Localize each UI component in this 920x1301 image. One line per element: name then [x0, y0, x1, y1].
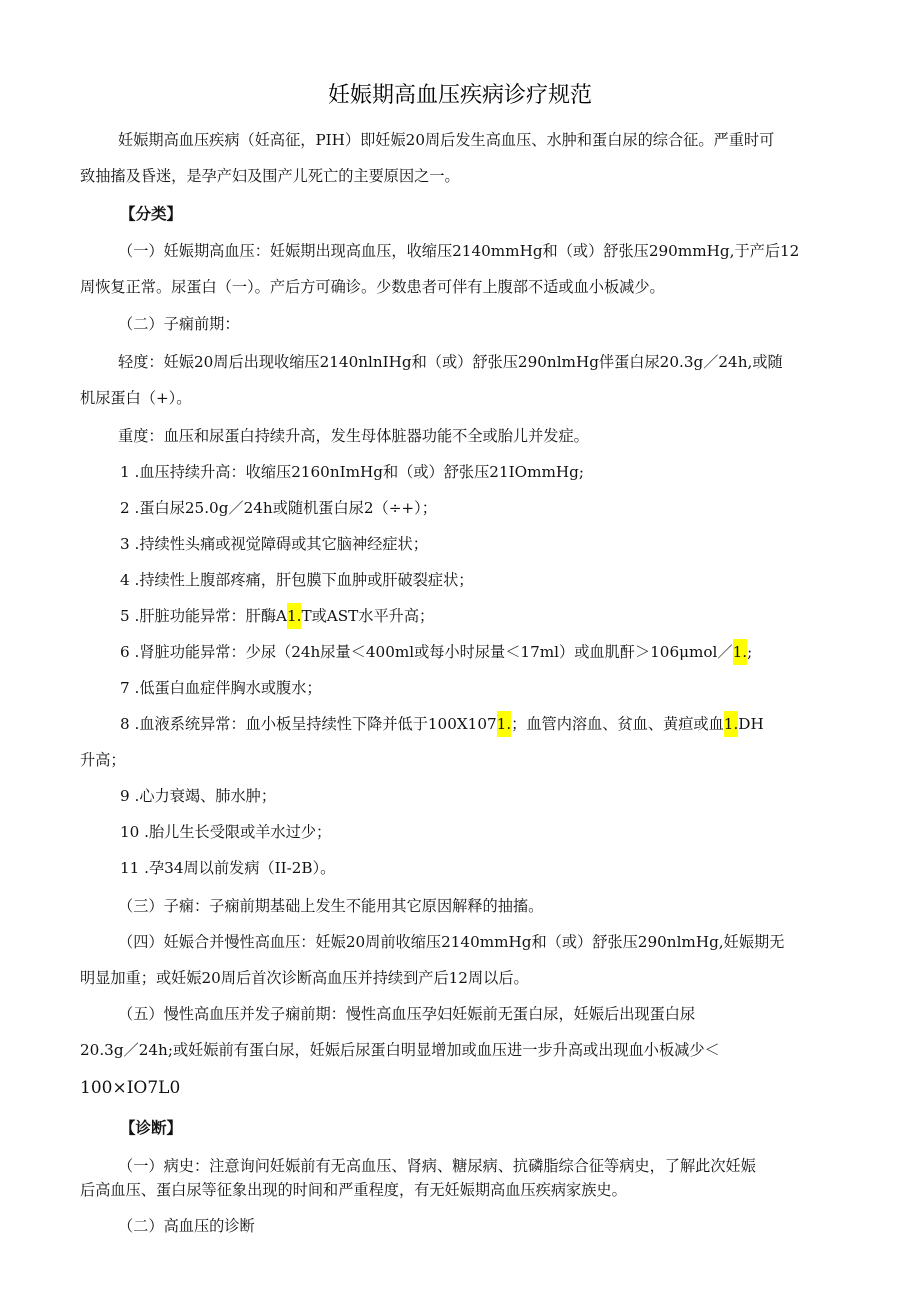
- item-8-line-2: 升高；: [80, 751, 126, 769]
- mild-line-2: 机尿蛋白（+）。: [80, 389, 192, 407]
- classification-4-line-1: （四）妊娠合并慢性高血压：妊娠20周前收缩压2140mmHg和（或）舒张压290nlmHg,妊娠期无: [118, 933, 785, 951]
- list-item: [80, 598, 840, 634]
- classification-5-line-2: 20.3g／24h;或妊娠前有蛋白尿，妊娠后尿蛋白明显增加或血压进一步升高或出现血小板减少＜: [80, 1041, 720, 1059]
- list-item: [80, 634, 840, 670]
- highlight-mark: 1.: [724, 711, 739, 737]
- classification-1-line-1: （一）妊娠期高血压：妊娠期出现高血压，收缩压2140mmHg和（或）舒张压290mmHg,于产后12: [118, 242, 800, 260]
- section-heading-classification: 【分类】: [120, 205, 183, 223]
- list-item: 9 .心力衰竭、肺水肿；: [120, 787, 277, 805]
- classification-5-line-1: （五）慢性高血压并发子痫前期：慢性高血压孕妇妊娠前无蛋白尿，妊娠后出现蛋白尿: [118, 1005, 696, 1023]
- item-6-text-b: ;: [747, 643, 753, 661]
- section-heading-diagnosis: 【诊断】: [120, 1119, 183, 1137]
- classification-5-line-3: 100×IO7L0: [80, 1078, 181, 1098]
- highlight-mark: 1.: [497, 711, 512, 737]
- diagnosis-1-line-2: 后高血压、蛋白尿等征象出现的时间和严重程度，有无妊娠期高血压疾病家族史。: [80, 1181, 627, 1199]
- classification-4-line-2: 明显加重；或妊娠20周后首次诊断高血压并持续到产后12周以后。: [80, 969, 529, 987]
- severe-definition: 重度：血压和尿蛋白持续升高，发生母体脏器功能不全或胎儿并发症。: [118, 427, 589, 445]
- classification-1-line-2: 周恢复正常。尿蛋白（一）。产后方可确诊。少数患者可伴有上腹部不适或血小板减少。: [80, 278, 665, 296]
- list-item: 11 .孕34周以前发病（II-2B）。: [120, 859, 336, 877]
- document-title: 妊娠期高血压疾病诊疗规范: [327, 83, 592, 108]
- item-8-text-c: DH: [738, 715, 764, 733]
- list-item: 7 .低蛋白血症伴胸水或腹水；: [120, 679, 322, 697]
- intro-line-1: 妊娠期高血压疾病（妊高征，PIH）即妊娠20周后发生高血压、水肿和蛋白尿的综合征。严重时可: [118, 131, 775, 149]
- item-6-text-a: 6 .肾脏功能异常：少尿（24h尿量＜400ml或每小时尿量＜17ml）或血肌酐＞106μmol／: [120, 643, 733, 661]
- list-item: 1 .血压持续升高：收缩压2160nImHg和（或）舒张压21IOmmHg;: [120, 463, 584, 481]
- list-item: 3 .持续性头痛或视觉障碍或其它脑神经症状；: [120, 535, 428, 553]
- classification-3: （三）子痫：子痫前期基础上发生不能用其它原因解释的抽搐。: [118, 897, 544, 915]
- intro-line-2: 致抽搐及昏迷，是孕产妇及围产儿死亡的主要原因之一。: [80, 167, 460, 185]
- document-page: [80, 0, 840, 1301]
- list-item: 2 .蛋白尿25.0g／24h或随机蛋白尿2（÷+）；: [120, 499, 437, 517]
- list-item: [80, 706, 840, 742]
- list-item: 10 .胎儿生长受限或羊水过少；: [120, 823, 332, 841]
- item-8-text-b: ；血管内溶血、贫血、黄疸或血: [511, 715, 724, 733]
- item-8-text-a: 8 .血液系统异常：血小板呈持续性下降并低于100X107: [120, 715, 497, 733]
- classification-2: （二）子痫前期：: [118, 315, 240, 333]
- highlight-mark: 1.: [287, 603, 302, 629]
- diagnosis-1-line-1: （一）病史：注意询问妊娠前有无高血压、肾病、糖尿病、抗磷脂综合征等病史，了解此次妊娠: [118, 1157, 756, 1175]
- item-5-text-a: 5 .肝脏功能异常：肝酶A: [120, 607, 287, 625]
- item-5-text-b: T或AST水平升高；: [301, 607, 435, 625]
- list-item: 4 .持续性上腹部疼痛，肝包膜下血肿或肝破裂症状；: [120, 571, 474, 589]
- diagnosis-2: （二）高血压的诊断: [118, 1217, 255, 1235]
- mild-line-1: 轻度：妊娠20周后出现收缩压2140nlnIHg和（或）舒张压290nlmHg伴蛋白尿20.3g／24h,或随: [118, 353, 783, 371]
- highlight-mark: 1.: [733, 639, 748, 665]
